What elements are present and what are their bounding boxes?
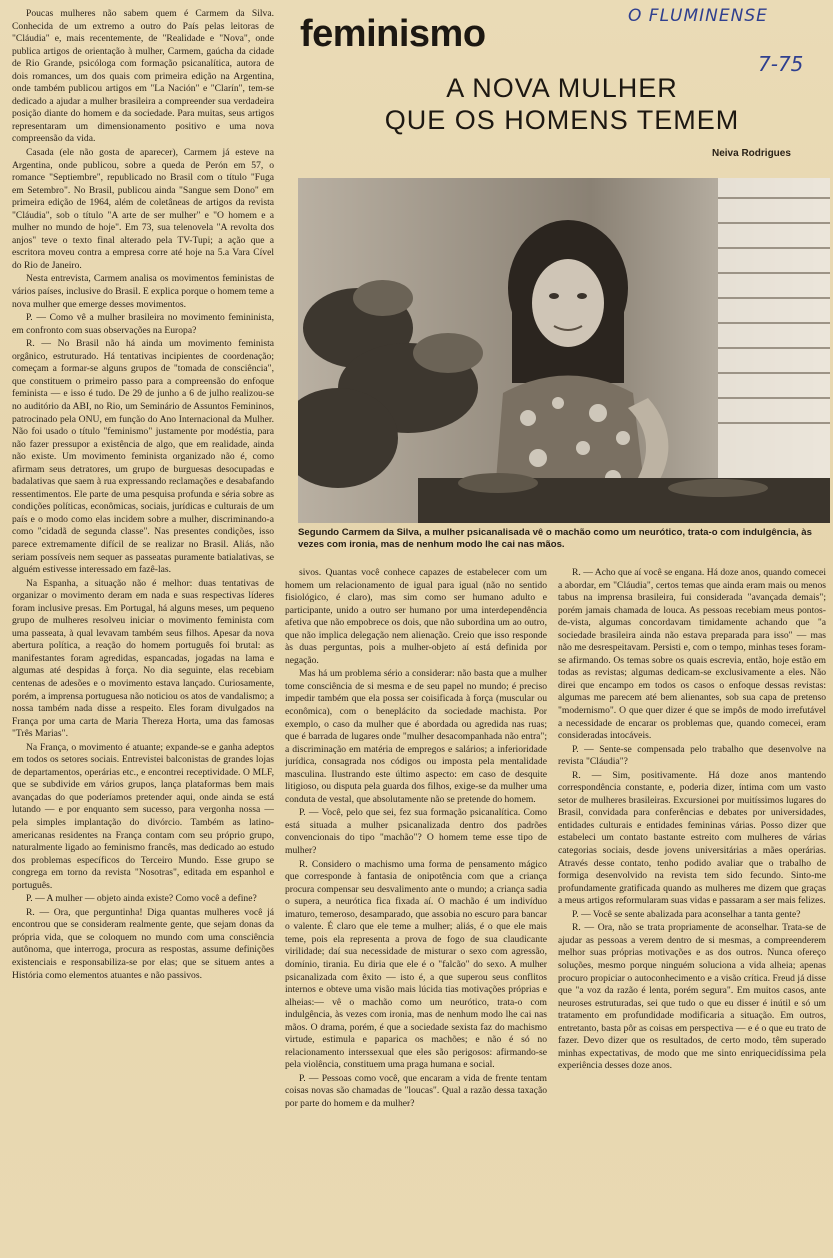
article-paragraph: Poucas mulheres não sabem quem é Carmem da Silva. Conhecida de um extremo a outro do País pelas leitoras de "Cláudia" e, mais recentemente, de "Realidade e "Nova", onde publica artigos de orientação à mulher, Carmem, gaúcha da cidade de Rio Grande, psicóloga com formação psicanalítica, autora de dois romances, um dos quais com primeira edição na Argentina, onde também publicou artigos em "La Nación" e "Clarín", tem-se dedicado a ajudar a mulher brasileira a compreender sua verdadeira posição diante do homem e da sociedade. Para muitas, seus artigos representaram um dimensionamento positivo e uma nova compreensão da vida. bbox=[12, 8, 274, 145]
handwritten-date-note: 7-75 bbox=[758, 52, 804, 76]
column-right bbox=[558, 567, 826, 1255]
article-paragraph: P. — Sente-se compensada pelo trabalho que desenvolve na revista "Cláudia"? bbox=[558, 743, 826, 768]
headline-line-2: QUE OS HOMENS TEMEM bbox=[384, 105, 740, 135]
section-title: feminismo bbox=[300, 13, 486, 55]
article-paragraph: Na França, o movimento é atuante; expande-se e ganha adeptos em todos os setores sociais. Entrevistei balconistas de grandes lojas de departamentos, operárias etc., e encontrei receptividade. O MLF, que se subdivide em vários grupos, lança plataformas bem mais avançadas do que poderíamos pretender aqui, onde ainda se está lutando — e por enquanto sem sucesso, para vergonha nossa — pela simples implantação do divórcio. Também as latino-americanas residentes na França contam com seu próprio grupo, naturalmente ligado ao feminismo francês, mas dedicado ao estudo dos problemas específicos do Terceiro Mundo. Esse grupo se congrega em torno da revista "Nosotras", editada em espanhol e português. bbox=[12, 741, 274, 891]
headline bbox=[362, 72, 762, 136]
column-middle bbox=[285, 567, 547, 1255]
photo-illustration bbox=[298, 178, 830, 523]
article-paragraph: R. — Sim, positivamente. Há doze anos mantendo correspondência constante, e, poderia dizer, íntima com um vasto setor de mulheres brasileiras. Excursionei por muitíssimos lugares do Brasil, convidada para conferências e debates por universidades, entidades culturais e entidades femininas várias. Posso dizer que estabeleci um contato bastante estreito com mulheres de várias categorias sociais, desde jovens universitárias a mães operárias. Através desse contato, tenho podido avaliar que o trabalho de formiga desenvolvido na revista tem sido fecundo. Sinto-me profundamente gratificada quando as mulheres me dizem que graças a meus artigos reformularam suas vidas e passaram a ser mais felizes. bbox=[558, 769, 826, 907]
article-paragraph: R. — Ora, não se trata propriamente de aconselhar. Trata-se de ajudar as pessoas a verem dentro de si mesmas, a compreenderem melhor suas próprias motivações e as dos outros. Nunca ofereço soluções, mesmo porque ninguém soluciona a vida alheia; apenas procuro propiciar o autoconhecimento e a visão crítica. Freud já disse que "a voz da razão é lenta, porém segura". Em muitos casos, ante neuroses estruturadas, sei que tudo o que eu disser é inútil e só um tratamento em profundidade modificaria a situação. Em outros, entretanto, basta pôr as coisas em perspectiva — e é o que eu trato de fazer. Devo dizer que os resultados, de certo modo, têm superado minhas expectativas, de modo que me sinto enriquecidíssima pela experiência desses doze anos. bbox=[558, 922, 826, 1072]
headline-line-1: A NOVA MULHER bbox=[446, 73, 678, 103]
article-paragraph: Nesta entrevista, Carmem analisa os movimentos feministas de vários países, inclusive do Brasil. E explica porque o homem teme a nova mulher que emerge desses movimentos. bbox=[12, 273, 274, 310]
article-paragraph: R. — Ora, que perguntinha! Diga quantas mulheres você já encontrou que se consideram realmente gente, que sejam donas da própria vida, que se coloquem no mundo com uma consciência autônoma, que interroga, procura as respostas, assume definições existenciais e responsabiliza-se por elas; que se situem antes a História como elementos atuantes e não passivos. bbox=[12, 906, 274, 981]
column-left bbox=[12, 8, 274, 1253]
article-paragraph: R. — No Brasil não há ainda um movimento feminista orgânico, estruturado. Há tentativas incipientes de coordenação; começam a formar-se alguns grupos de "tomada de consciência", que constituem o primeiro passo para a compreensão do enfoque feminista — e isso é tudo. De 29 de junho a 6 de julho realizou-se no auditório da ABI, no Rio, um Seminário de Assuntos Femininos, patrocinado pela ONU, em função do Ano Internacional da Mulher. Não foi usado o título "feminismo" justamente por modéstia, para não fazer pressupor a existência de algo, que em realidade, ainda não existe. Um movimento feminista organizado não é, como afirmam seus detratores, um grupo de burguesas desocupadas e badalativas que saem à rua expressando reclamações e desabafando ressentimentos. Ele parte de uma pesquisa profunda e séria sobre as condições políticas, econômicas, sociais, jurídicas e culturais de um país e o modo como elas incidem sobre a mulher, discriminando-a como "cidadã de segunda classe". Nas presentes condições, isso parece extremamente difícil de se realizar no Brasil. Aliás, não seriam possíveis nem sequer as passeatas puramente batialativas, se alguém estivesse interessado em fazê-las. bbox=[12, 338, 274, 576]
byline: Neiva Rodrigues bbox=[712, 148, 791, 159]
portrait-photo bbox=[298, 178, 830, 523]
article-paragraph: P. — Como vê a mulher brasileira no movimento femininista, em confronto com suas observações na Europa? bbox=[12, 312, 274, 336]
article-paragraph: Casada (ele não gosta de aparecer), Carmem já esteve na Argentina, onde publicou, sobre a queda de Perón em 57, o romance "Septiembre", republicado no Brasil com o título "Fuga em Setembro". No Brasil, publicou ainda "Sangue sem Dono" em primeira edição de 1964, além de coletâneas de artigos da revista "Cláudia", sob o título "A arte de ser mulher" e "O homem e a mulher no mundo de hoje". Em 73, sua telenovela "A revolta dos anjos" teve o texto final alterado pela TV-Tupi; a ação que a escritora moveu contra a empresa corre até hoje na 5.a Vara Cível do Rio de Janeiro. bbox=[12, 147, 274, 271]
article-paragraph: P. — Pessoas como você, que encaram a vida de frente tentam coisas novas são chamadas de "loucas". Qual a razão dessa taxação por parte do homem e da mulher? bbox=[285, 1072, 547, 1109]
article-paragraph: P. — Você, pelo que sei, fez sua formação psicanalítica. Como está situada a mulher psicanalizada dentro dos padrões convencionais do tipo "machão"? O homem teme esse tipo de mulher? bbox=[285, 807, 547, 857]
article-paragraph: R. Considero o machismo uma forma de pensamento mágico que corresponde à fantasia de onipotência com que a criança procura compensar seu desvalimento ante o mundo; a criança sadia o supera, a neurótica fica fixada aí. O machão é um indivíduo imaturo, temeroso, desamparado, que assobia no escuro para bancar o valente. É claro que ele teme a mulher; aliás, é o que ele mais teme, pois ela representa a prova de fogo de sua claudicante virilidade; daí sua necessidade de misturar o sexo com agressão, domínio, tirania. Eu diria que ele é o "falcão" do sexo. A mulher psicanalizada com êxito — isto é, a que superou seus conflitos internos e obteve uma visão mais lúcida tias motivações próprias e alheias:— vê o machão como um neurótico, trata-o com indulgência, às vezes com ironia, mas de nenhum modo lhe cai nas mãos. O drama, porém, é que a sociedade sexista faz do machismo virtude, estimula e paparica os machões; e não é só no relacionamento interssexual que eles são perigosos: afirmando-se pela violência, constituem uma praga humana e social. bbox=[285, 858, 547, 1071]
article-paragraph: R. — Acho que aí você se engana. Há doze anos, quando comecei a abordar, em "Cláudia", certos temas que ainda eram mais ou menos tabus na imprensa brasileira, fui considerada "avançada demais"; porém jamais chamada de louca. As pessoas recebiam meus pontos-de-vista, algumas concordavam timidamente achando que "a sociedade brasileira ainda não estava preparada para isso" — mas não me desrespeitavam. Persisti e, com o tempo, minhas teses foram-se afirmando. Os temas sobre os quais escrevia, então, hoje estão em todas as revistas; algumas dedicam-se exclusivamente a eles. Não direi que encampo em todos os casos o enfoque dessas revistas: algumas me parecem até bem alienantes, sob sua capa de pretenso "modernismo". O que quer dizer é que se impôs de modo irrefutável a necessidade de encarar os problemas que, quando comecei, eram consideradas intocáveis. bbox=[558, 567, 826, 742]
article-paragraph: Na Espanha, a situação não é melhor: duas tentativas de organizar o movimento deram em nada e suas respectivas líderes foram inclusive presas. Em Portugal, há alguns meses, um pequeno grupo de mulheres resolveu iniciar o movimento feminista com uma passeata, à qual levavam também seus filhos. Apesar da nova abertura política, a reação do homem português foi brutal: as manifestantes foram agredidas, espancadas, jogadas na lama e algumas até despidas à força. No dia seguinte, elas recebiam centenas de adesões e o movimento estava lançado. Curiosamente, porém, a imprensa portuguesa não noticiou os atos de vandalismo; a nossa também nada disse a respeito. Eles foram divulgados na França por uma carta de Maria Thereza Horta, uma das famosas "Três Marias". bbox=[12, 577, 274, 740]
article-paragraph: Mas há um problema sério a considerar: não basta que a mulher tome consciência de si mesma e de seu papel no mundo; é preciso impedir também que ela possa ser coisificada à força (muscular ou econômica), com o beneplácito da sociedade machista. Por exemplo, o caso da mulher que é abordada ou agredida nas ruas; que é barrada de lugares onde "mulher desacompanhada não entra"; a discriminação em matéria de empregos e salários; a inferioridade jurídica, consagrada nos códigos ou imposta pela mentalidade masculina. Ilustrando este último aspecto: em caso de desquite litigioso, ou disputa pela guarda dos filhos, exige-se da mulher uma conduta de vestal, que absolutamente não se pretende do homem. bbox=[285, 668, 547, 805]
handwritten-source-note: O FLUMINENSE bbox=[628, 6, 768, 26]
article-paragraph: P. — Você se sente abalizada para aconselhar a tanta gente? bbox=[572, 908, 801, 920]
article-paragraph: P. — A mulher — objeto ainda existe? Como você a define? bbox=[26, 893, 257, 905]
photo-caption: Segundo Carmem da Silva, a mulher psicanalisada vê o machão como um neurótico, trata-o com indulgência, às vezes com ironia, mas de nenhum modo lhe cai nas mãos. bbox=[298, 527, 812, 550]
article-paragraph: sivos. Quantas você conhece capazes de estabelecer com um homem um relacionamento de igual para igual (não no sentido fisiológico, é claro), mas sim como ser humano adulto e participante, unido a outro ser humano por uma interdependência afetiva que não empobrece os dois, que não subordina um ao outro, que não implica delegação nem alienação. Creio que isso responde às duas perguntas, pois a mulher-objeto aí está definida por negação. bbox=[285, 567, 547, 666]
